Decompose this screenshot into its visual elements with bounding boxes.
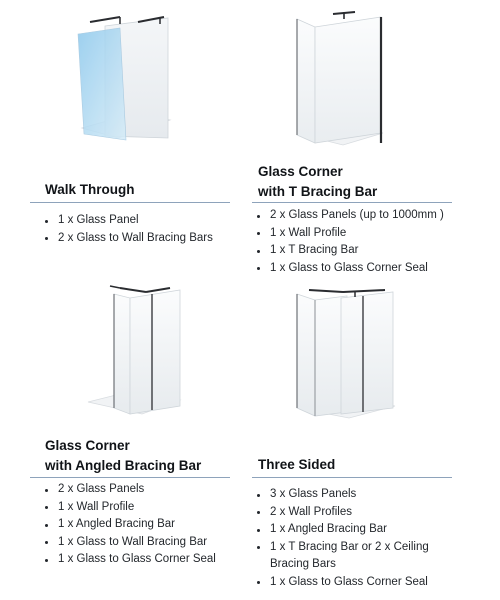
glass-corner-t-bar-divider bbox=[252, 202, 452, 203]
three-sided-title-line: Three Sided bbox=[258, 457, 336, 472]
glass-corner-angled-bar-item-list bbox=[42, 481, 216, 569]
list-item: 1 x Glass to Wall Bracing Bar bbox=[42, 534, 216, 552]
list-item: Bracing Bars bbox=[270, 558, 336, 570]
list-item: 1 x T Bracing Bar bbox=[254, 242, 444, 260]
glass-corner-angled-bar-title-line-1: Glass Corner bbox=[45, 438, 130, 453]
list-item: 1 x Glass to Glass Corner Seal bbox=[254, 260, 444, 278]
list-item: 1 x Wall Profile bbox=[42, 499, 216, 517]
glass-corner-angled-bar-illustration bbox=[80, 280, 200, 420]
glass-corner-angled-bar-title bbox=[45, 436, 201, 476]
list-item: 2 x Glass Panels bbox=[42, 481, 216, 499]
walk-through-illustration bbox=[60, 8, 190, 148]
list-item: 1 x Angled Bracing Bar bbox=[42, 516, 216, 534]
glass-corner-t-bar-title bbox=[258, 162, 377, 202]
glass-corner-t-bar-item-list bbox=[254, 207, 444, 277]
glass-corner-t-bar-illustration bbox=[285, 5, 395, 150]
glass-corner-t-bar-title-line-2: with T Bracing Bar bbox=[258, 184, 378, 199]
list-item: 3 x Glass Panels bbox=[254, 486, 429, 504]
list-item: 1 x T Bracing Bar or 2 x Ceiling bbox=[254, 539, 429, 557]
walk-through-divider bbox=[30, 202, 230, 203]
list-item: 1 x Glass to Glass Corner Seal bbox=[254, 574, 429, 592]
glass-corner-angled-bar-title-line-2: with Angled Bracing Bar bbox=[45, 458, 202, 473]
glass-corner-t-bar-title-line-1: Glass Corner bbox=[258, 164, 343, 179]
list-item: 2 x Wall Profiles bbox=[254, 504, 429, 522]
three-sided-illustration bbox=[285, 280, 405, 420]
walk-through-item-list bbox=[42, 212, 213, 247]
list-item: 2 x Glass Panels (up to 1000mm ) bbox=[254, 207, 444, 225]
three-sided-item-list bbox=[254, 486, 429, 591]
list-item: 1 x Angled Bracing Bar bbox=[254, 521, 429, 539]
three-sided-title bbox=[258, 455, 335, 475]
list-item: 1 x Wall Profile bbox=[254, 225, 444, 243]
walk-through-title bbox=[45, 180, 135, 200]
three-sided-divider bbox=[252, 477, 452, 478]
glass-corner-angled-bar-divider bbox=[30, 477, 230, 478]
list-item: 2 x Glass to Wall Bracing Bars bbox=[42, 230, 213, 248]
list-item: 1 x Glass Panel bbox=[42, 212, 213, 230]
walk-through-title-line: Walk Through bbox=[45, 182, 135, 197]
list-item: 1 x Glass to Glass Corner Seal bbox=[42, 551, 216, 569]
